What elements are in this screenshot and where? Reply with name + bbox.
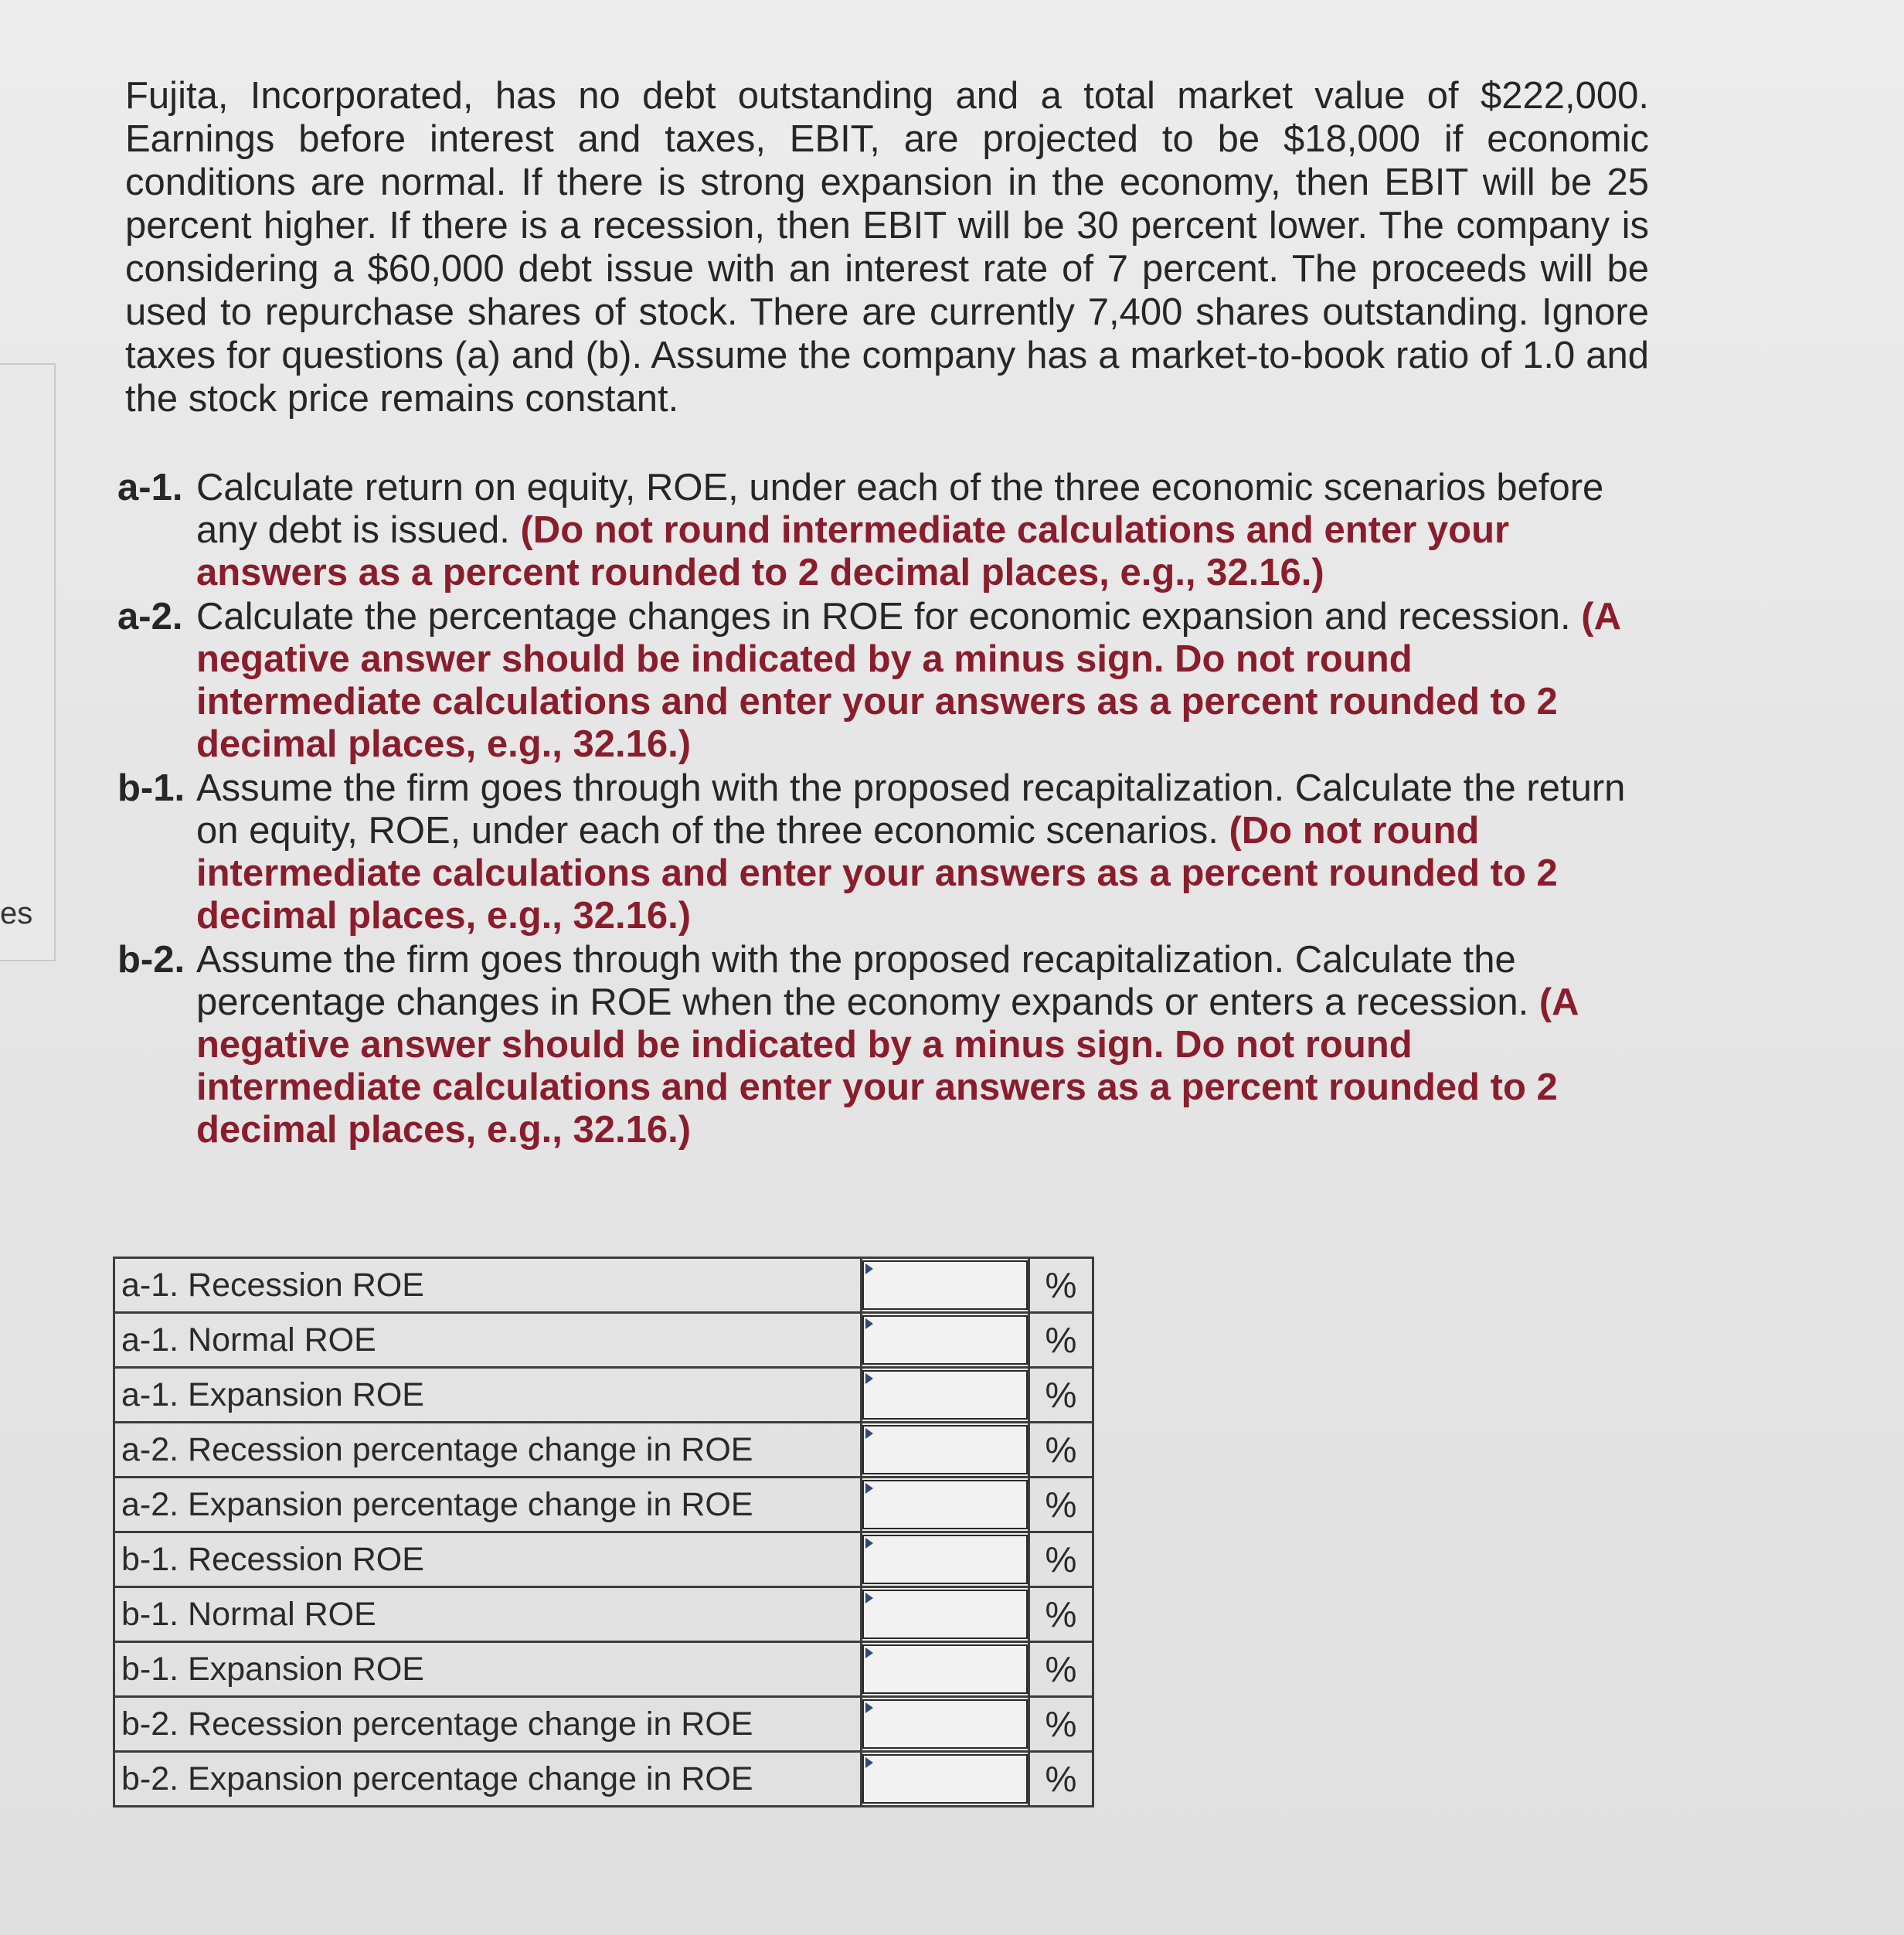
percent-unit: % <box>1028 1587 1093 1642</box>
row-label: b-2. Recession percentage change in ROE <box>114 1697 862 1752</box>
percent-unit: % <box>1028 1752 1093 1807</box>
row-label: b-1. Recession ROE <box>114 1532 862 1587</box>
question-text: Assume the firm goes through with the proposed recapitalization. Calculate the percentage changes in ROE when the economy expands or enters a recession. <box>196 939 1529 1023</box>
question-instruction: (A negative answer should be indicated by a minus sign. Do not round intermediate calculations and enter your answers as a percent rounded to 2 decimal places, e.g., 32.16.) <box>196 981 1578 1151</box>
question-instruction: (Do not round intermediate calculations and enter your answers as a percent rounded to 2 decimal places, e.g., 32.16.) <box>196 810 1558 937</box>
percent-unit: % <box>1028 1368 1093 1423</box>
table-row <box>114 1258 1093 1313</box>
question-code: b-1. <box>117 767 185 809</box>
percent-unit: % <box>1028 1258 1093 1313</box>
problem-intro: Fujita, Incorporated, has no debt outstanding and a total market value of $222,000. Earnings before interest and taxes, EBIT, are projected to be $18,000 if economic conditions are normal. If there is strong expansion in the economy, then EBIT will be 25 percent higher. If there is a recession, then EBIT will be 30 percent lower. The company is considering a $60,000 debt issue with an interest rate of 7 percent. The proceeds will be used to repurchase shares of stock. There are currently 7,400 shares outstanding. Ignore taxes for questions (a) and (b). Assume the company has a market-to-book ratio of 1.0 and the stock price remains constant. <box>125 75 1649 420</box>
question-a1 <box>117 467 1644 594</box>
answer-input-b2-recession-change[interactable] <box>862 1699 1028 1749</box>
answer-input-a2-expansion-change[interactable] <box>862 1480 1028 1529</box>
row-label: a-2. Expansion percentage change in ROE <box>114 1478 862 1532</box>
table-row <box>114 1478 1093 1532</box>
answer-table <box>113 1257 1094 1807</box>
input-marker-icon <box>865 1318 873 1329</box>
left-sidebar-panel <box>0 363 56 961</box>
table-row <box>114 1587 1093 1642</box>
row-label: b-1. Expansion ROE <box>114 1642 862 1697</box>
table-row <box>114 1642 1093 1697</box>
table-row <box>114 1423 1093 1478</box>
question-text: Calculate return on equity, ROE, under each of the three economic scenarios before any debt is issued. <box>196 467 1604 551</box>
answer-input-a1-normal-roe[interactable] <box>862 1315 1028 1365</box>
question-code: a-2. <box>117 596 183 638</box>
input-marker-icon <box>865 1648 873 1658</box>
percent-unit: % <box>1028 1313 1093 1368</box>
percent-unit: % <box>1028 1697 1093 1752</box>
row-label: a-2. Recession percentage change in ROE <box>114 1423 862 1478</box>
row-label: a-1. Recession ROE <box>114 1258 862 1313</box>
input-marker-icon <box>865 1757 873 1768</box>
input-marker-icon <box>865 1373 873 1384</box>
input-marker-icon <box>865 1428 873 1439</box>
input-marker-icon <box>865 1593 873 1603</box>
question-text: Calculate the percentage changes in ROE for economic expansion and recession. <box>196 596 1571 638</box>
question-body <box>196 596 1644 766</box>
percent-unit: % <box>1028 1532 1093 1587</box>
question-b1 <box>117 767 1644 937</box>
sidebar-partial-label: es <box>0 896 33 930</box>
answer-input-a1-recession-roe[interactable] <box>862 1260 1028 1310</box>
question-list <box>117 467 1644 1153</box>
table-row <box>114 1532 1093 1587</box>
row-label: b-1. Normal ROE <box>114 1587 862 1642</box>
answer-input-a1-expansion-roe[interactable] <box>862 1370 1028 1420</box>
row-label: a-1. Normal ROE <box>114 1313 862 1368</box>
table-row <box>114 1313 1093 1368</box>
percent-unit: % <box>1028 1478 1093 1532</box>
answer-input-b1-expansion-roe[interactable] <box>862 1644 1028 1694</box>
question-a2 <box>117 596 1644 766</box>
row-label: b-2. Expansion percentage change in ROE <box>114 1752 862 1807</box>
question-instruction: (Do not round intermediate calculations and enter your answers as a percent rounded to 2 decimal places, e.g., 32.16.) <box>196 509 1510 593</box>
answer-input-b1-normal-roe[interactable] <box>862 1590 1028 1639</box>
question-body <box>196 939 1644 1151</box>
table-row <box>114 1697 1093 1752</box>
question-text: Assume the firm goes through with the proposed recapitalization. Calculate the return on equity, ROE, under each of the three economic scenarios. <box>196 767 1626 852</box>
table-row <box>114 1368 1093 1423</box>
row-label: a-1. Expansion ROE <box>114 1368 862 1423</box>
percent-unit: % <box>1028 1423 1093 1478</box>
answer-input-a2-recession-change[interactable] <box>862 1425 1028 1474</box>
answer-input-b1-recession-roe[interactable] <box>862 1535 1028 1584</box>
input-marker-icon <box>865 1263 873 1274</box>
question-instruction: (A negative answer should be indicated by a minus sign. Do not round intermediate calculations and enter your answers as a percent rounded to 2 decimal places, e.g., 32.16.) <box>196 596 1620 765</box>
percent-unit: % <box>1028 1642 1093 1697</box>
question-body <box>196 467 1644 594</box>
question-b2 <box>117 939 1644 1151</box>
input-marker-icon <box>865 1538 873 1549</box>
answer-input-b2-expansion-change[interactable] <box>862 1754 1028 1804</box>
question-code: b-2. <box>117 939 185 981</box>
input-marker-icon <box>865 1702 873 1713</box>
input-marker-icon <box>865 1483 873 1494</box>
question-code: a-1. <box>117 467 183 508</box>
question-body <box>196 767 1644 937</box>
table-row <box>114 1752 1093 1807</box>
